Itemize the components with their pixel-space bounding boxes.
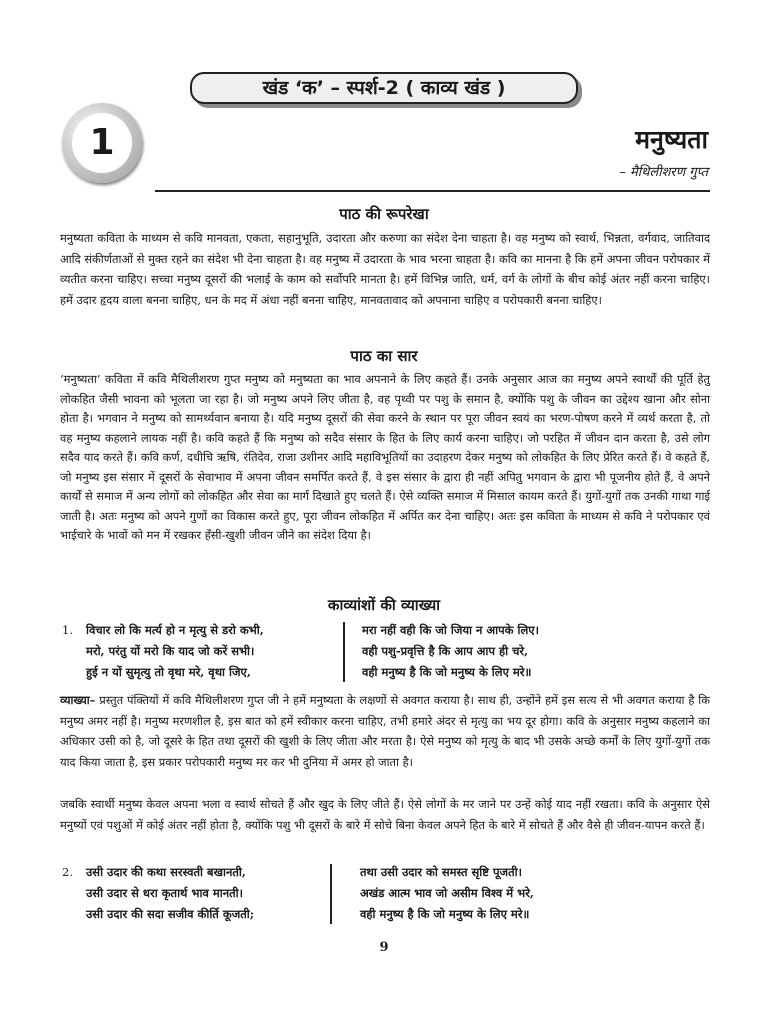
verse-line: उसी उदार की सदा सजीव कीर्ति कूजती; (86, 907, 255, 921)
section-banner: खंड ‘क’ – स्पर्श-2 ( काव्य खंड ) (190, 72, 578, 104)
vyakhya-label: व्याख्या– (60, 693, 96, 707)
chapter-title: मनुष्यता (635, 125, 708, 154)
chapter-number: 1 (72, 113, 132, 173)
stanza-2-number: 2. (62, 865, 73, 879)
chapter-author: – मैथिलीशरण गुप्त (619, 165, 708, 180)
verse-line: हुई न यों सुमृत्यु तो वृथा मरे, वृथा जिए, (86, 665, 251, 679)
vyakhya-heading: काव्यांशों की व्याख्या (327, 596, 441, 614)
stanza-1-right (362, 620, 539, 683)
stanza-1-divider (343, 622, 345, 682)
saar-text: ‘मनुष्यता’ कविता में कवि मैथिलीशरण गुप्त मनुष्य को मनुष्यता का भाव अपनाने के लिए कहते हैं। उनके अनुसार आज का मनुष्य अपने स्वार्थों की पूर्ति हेतु लोकहित जैसी भावना को भूलता जा रहा है। जो मनुष्य अपने लिए जीता है, वह पृथ्वी पर पशु के समान है, क्योंकि पशु के जीवन का उद्देश्य खाना और सोना होता है। भगवान ने मनुष्य को सामर्थ्यवान बनाया है। यदि मनुष्य दूसरों की सेवा करने के स्थान पर पूरा जीवन स्वयं का भरण-पोषण करने में व्यर्थ करता है, तो वह मनुष्य कहलाने लायक नहीं है। कवि कहते हैं कि मनुष्य को सदैव संसार के हित के लिए कार्य करना चाहिए। जो परहित में जीवन दान करता है, उसे लोग सदैव याद करते हैं। कवि कर्ण, दधीचि ऋषि, रंतिदेव, राजा उशीनर आदि महाविभूतियों का उदाहरण देकर मनुष्य को लोकहित के लिए प्रेरित करते हैं। वे कहते हैं, जो मनुष्य इस संसार में दूसरों के सेवाभाव में अपना जीवन समर्पित करते हैं, वे इस संसार के द्वारा ही नहीं अपितु भगवान के द्वारा भी पूजनीय होते हैं, वे अपने कार्यों से समाज में अन्य लोगों को लोकहित और सेवा का मार्ग दिखाते हुए चलते हैं। ऐसे व्यक्ति समाज में मिसाल कायम करते हैं। युगों-युगों तक उनकी गाथा गाई जाती है। अतः मनुष्य को अपने गुणों का विकास करते हुए, पूरा जीवन लोकहित में अर्पित कर देना चाहिए। अतः इस कविता के माध्यम से कवि ने परोपकार एवं भाईचारे के भावों को मन में रखकर हँसी-खुशी जीवन जीने का संदेश दिया है। (60, 372, 710, 542)
vyakhya-paragraph-1 (60, 690, 710, 772)
verse-line: विचार लो कि मर्त्य हो न मृत्यु से डरो कभी, (86, 623, 264, 637)
rooprekha-heading: पाठ की रूपरेखा (339, 205, 429, 223)
verse-line: मरो, परंतु यों मरो कि याद जो करें सभी। (86, 644, 255, 658)
verse-line: उसी उदार की कथा सरस्वती बखानती, (86, 865, 246, 879)
saar-heading: पाठ का सार (350, 347, 418, 365)
verse-line: उसी उदार से धरा कृतार्थ भाव मानती। (86, 886, 243, 900)
vyakhya-paragraph-2: जबकि स्वार्थी मनुष्य केवल अपना भला व स्वार्थ सोचते हैं और खुद के लिए जीते हैं। ऐसे लोगों के मर जाने पर उन्हें कोई याद नहीं रखता। कवि के अनुसार ऐसे मनुष्यों एवं पशुओं में कोई अंतर नहीं होता है, क्योंकि पशु भी दूसरों के बारे में सोचे बिना केवल अपने हित के बारे में सोचते हैं और वैसे ही जीवन-यापन करते हैं। (60, 797, 710, 832)
stanza-1-number: 1. (62, 623, 73, 637)
stanza-2-left (86, 862, 254, 925)
verse-line: तथा उसी उदार को समस्त सृष्टि पूजती। (360, 865, 522, 879)
verse-line: मरा नहीं वही कि जो जिया न आपके लिए। (362, 623, 540, 637)
header-divider (155, 190, 710, 192)
verse-line: अखंड आत्म भाव जो असीम विश्व में भरे, (360, 886, 534, 900)
page-number: 9 (379, 940, 389, 955)
stanza-2-right (360, 862, 534, 925)
verse-line: वही मनुष्य है कि जो मनुष्य के लिए मरे॥ (362, 665, 532, 679)
verse-line: वही पशु-प्रवृत्ति है कि आप आप ही चरे, (362, 644, 529, 658)
stanza-1-left (86, 620, 264, 683)
verse-line: वही मनुष्य है कि जो मनुष्य के लिए मरे॥ (360, 907, 530, 921)
chapter-number-badge (62, 103, 142, 183)
stanza-2-divider (330, 864, 332, 924)
rooprekha-text: मनुष्यता कविता के माध्यम से कवि मानवता, एकता, सहानुभूति, उदारता और करुणा का संदेश देना चाहता है। वह मनुष्य को स्वार्थ, भिन्नता, वर्गवाद, जातिवाद आदि संकीर्णताओं से मुक्त रहने का संदेश भी देना चाहता है। वह मनुष्य में उदारता के भाव भरना चाहता है। कवि का मानना है कि हमें अपना जीवन परोपकार में व्यतीत करना चाहिए। सच्चा मनुष्य दूसरों की भलाई के काम को सर्वोपरि मानता है। हमें विभिन्न जाति, धर्म, वर्ग के लोगों के बीच कोई अंतर नहीं करना चाहिए। हमें उदार हृदय वाला बनना चाहिए, धन के मद में अंधा नहीं बनना चाहिए, मानवतावाद को अपनाना चाहिए व परोपकारी बनना चाहिए। (60, 231, 710, 307)
vyakhya-text: प्रस्तुत पंक्तियों में कवि मैथिलीशरण गुप्त जी ने हमें मनुष्यता के लक्षणों से अवगत कराया है। साथ ही, उन्होंने हमें इस सत्य से भी अवगत कराया है कि मनुष्य अमर नहीं है। मनुष्य मरणशील है, इस बात को हमें स्वीकार करना चाहिए, तभी हमारे अंदर से मृत्यु का भय दूर होगा। कवि के अनुसार मनुष्य कहलाने का अधिकार उसी को है, जो दूसरे के हित तथा दूसरों की खुशी के लिए जीता और मरता है। ऐसे मनुष्य को मृत्यु के बाद भी उसके अच्छे कर्मों के लिए युगों-युगों तक याद किया जाता है, इस प्रकार परोपकारी मनुष्य मर कर भी दुनिया में अमर हो जाता है। (60, 693, 710, 769)
